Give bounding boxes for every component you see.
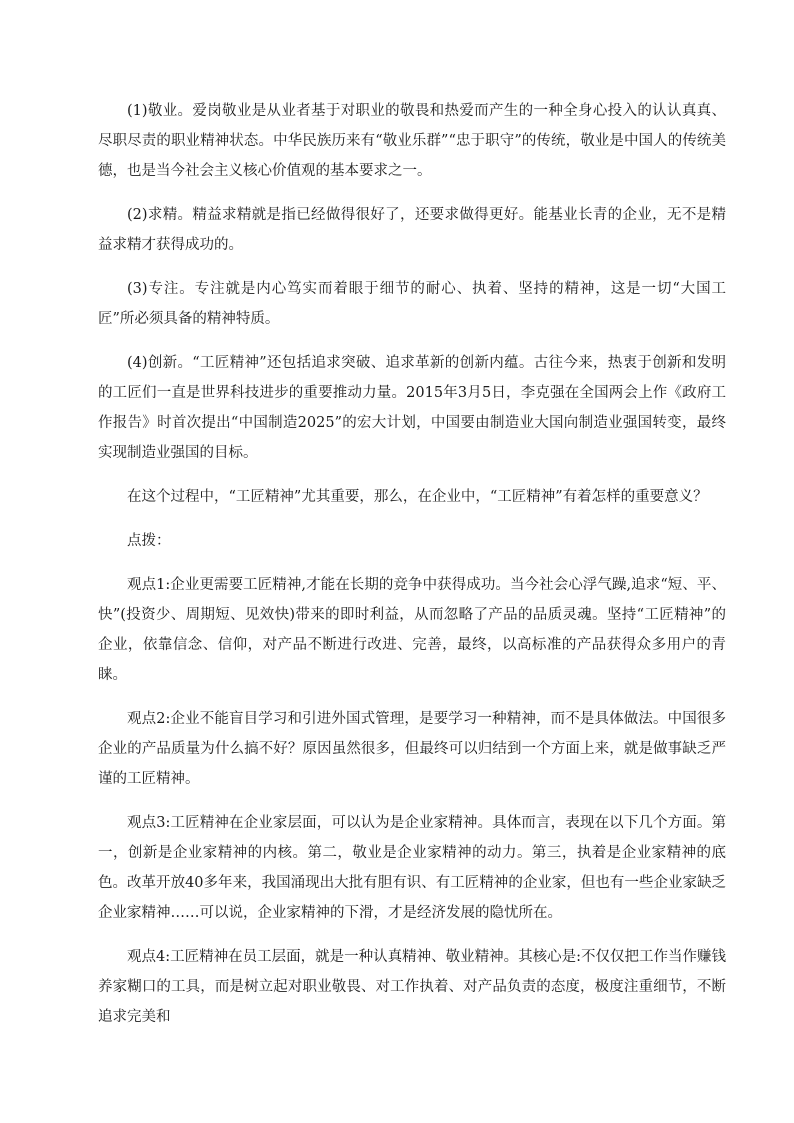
paragraph-innovation: (4)创新。“工匠精神”还包括追求突破、追求革新的创新内蕴。古往今来，热衷于创新和发明的工匠们一直是世界科技进步的重要推动力量。2015年3月5日，李克强在全国两会上作《政府工作报告》时首次提出“中国制造2025”的宏大计划，中国要由制造业大国向制造业强国转变，最终实现制造业强国的目标。 bbox=[98, 355, 726, 461]
paragraph-focus: (3)专注。专注就是内心笃实而着眼于细节的耐心、执着、坚持的精神，这是一切“大国工匠”所必须具备的精神特质。 bbox=[98, 281, 726, 327]
paragraph-hint-label: 点拨： bbox=[127, 533, 171, 549]
paragraph-question: 在这个过程中，“工匠精神”尤其重要，那么，在企业中，“工匠精神”有着怎样的重要意义？ bbox=[127, 489, 708, 505]
paragraph-viewpoint-3: 观点3:工匠精神在企业家层面，可以认为是企业家精神。具体而言，表现在以下几个方面。第一，创新是企业家精神的内核。第二，敬业是企业家精神的动力。第三，执着是企业家精神的底色。改革开放40多年来，我国涌现出大批有胆有识、有工匠精神的企业家，但也有一些企业家缺乏企业家精神……可以说，企业家精神的下滑，才是经济发展的隐忧所在。 bbox=[98, 815, 726, 921]
paragraph-dedication: (1)敬业。爱岗敬业是从业者基于对职业的敬畏和热爱而产生的一种全身心投入的认认真真、尽职尽责的职业精神状态。中华民族历来有“敬业乐群”“忠于职守”的传统，敬业是中国人的传统美德，也是当今社会主义核心价值观的基本要求之一。 bbox=[98, 103, 726, 179]
document-body bbox=[98, 96, 726, 1046]
paragraph-viewpoint-2: 观点2:企业不能盲目学习和引进外国式管理，是要学习一种精神，而不是具体做法。中国很多企业的产品质量为什么搞不好？原因虽然很多，但最终可以归结到一个方面上来，就是做事缺乏严谨的工匠精神。 bbox=[98, 711, 726, 787]
paragraph-viewpoint-1: 观点1:企业更需要工匠精神,才能在长期的竞争中获得成功。当今社会心浮气躁,追求“短、平、快”(投资少、周期短、见效快)带来的即时利益，从而忽略了产品的品质灵魂。坚持“工匠精神”的企业，依靠信念、信仰，对产品不断进行改进、完善，最终，以高标准的产品获得众多用户的青睐。 bbox=[98, 577, 726, 683]
paragraph-excellence: (2)求精。精益求精就是指已经做得很好了，还要求做得更好。能基业长青的企业，无不是精益求精才获得成功的。 bbox=[98, 207, 726, 253]
paragraph-viewpoint-4: 观点4:工匠精神在员工层面，就是一种认真精神、敬业精神。其核心是:不仅仅把工作当作赚钱养家糊口的工具，而是树立起对职业敬畏、对工作执着、对产品负责的态度，极度注重细节，不断追求完美和 bbox=[98, 949, 726, 1025]
